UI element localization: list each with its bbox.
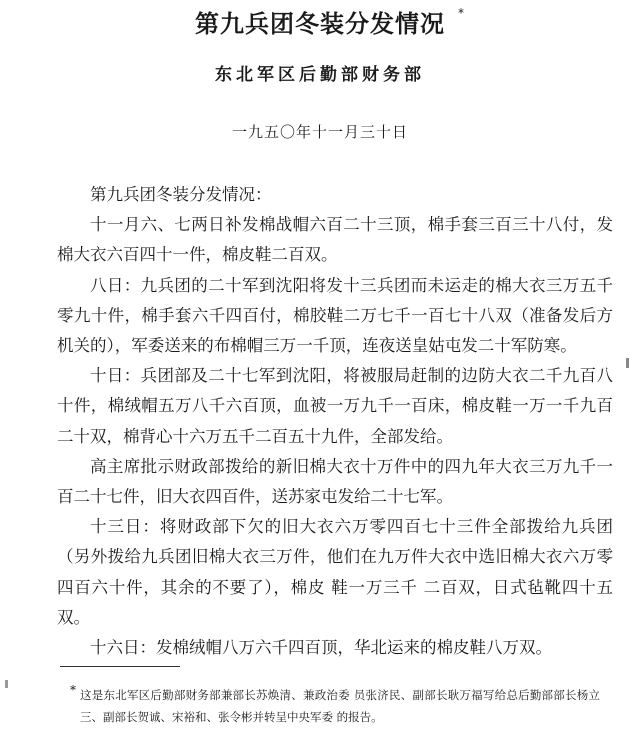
body-paragraph: 十三日：将财政部下欠的旧大衣六万零四百七十三件全部拨给九兵团（另外拨给九兵团旧棉大衣三万件，他们在九万件大衣中选旧棉大衣六万零四百六十件，其余的不要了），棉皮 鞋一万三千 二百双，日式毡靴四十五双。: [57, 517, 613, 627]
document-date: 一九五〇年十一月三十日: [231, 123, 408, 141]
document-body: [57, 180, 613, 663]
body-paragraph: 十一月六、七两日补发棉战帽六百二十三顶，棉手套三百三十八付，发棉大衣六百四十一件，棉皮鞋二百双。: [57, 215, 613, 265]
scan-edge-mark: [5, 680, 8, 688]
document-title: 第九兵团冬装分发情况: [195, 10, 445, 38]
title-footnote-mark: *: [458, 6, 464, 20]
body-paragraph: 第九兵团冬装分发情况：: [90, 185, 272, 204]
document-author: 东北军区后勤部财务部: [215, 65, 425, 85]
scan-edge-mark: [626, 358, 629, 368]
body-paragraph: 十日：兵团部及二十七军到沈阳，将被服局赶制的边防大衣二千九百八十件，棉绒帽五万八千六百顶，血被一万九千一百床，棉皮鞋一万一千九百二十双，棉背心十六万五千二百五十九件，全部发给。: [57, 366, 613, 446]
body-paragraph: 八日：九兵团的二十军到沈阳将发十三兵团而未运走的棉大衣三万五千零九十件，棉手套六千四百付，棉胶鞋二万七千一百七十八双（准备发后方机关的），军委送来的布棉帽三万一千顶，连夜送皇姑屯发二十军防寒。: [57, 275, 613, 356]
body-paragraph: 高主席批示财政部拨给的新旧棉大衣十万件中的四九年大衣三万九千一百二十七件，旧大衣四百件，送苏家屯发给二十七军。: [57, 456, 613, 507]
footnote-mark: *: [70, 683, 76, 697]
footnote-text: 这是东北军区后勤部财务部兼部长苏焕清、兼政治委 员张济民、副部长耿万福写给总后勤部部长杨立三、副部长贺诚、宋裕和、张令彬并转呈中央军委 的报告。: [80, 688, 600, 724]
body-paragraph: 十六日：发棉绒帽八万六千四百顶，华北运来的棉皮鞋八万双。: [90, 638, 552, 658]
footnote-divider: [60, 666, 180, 667]
